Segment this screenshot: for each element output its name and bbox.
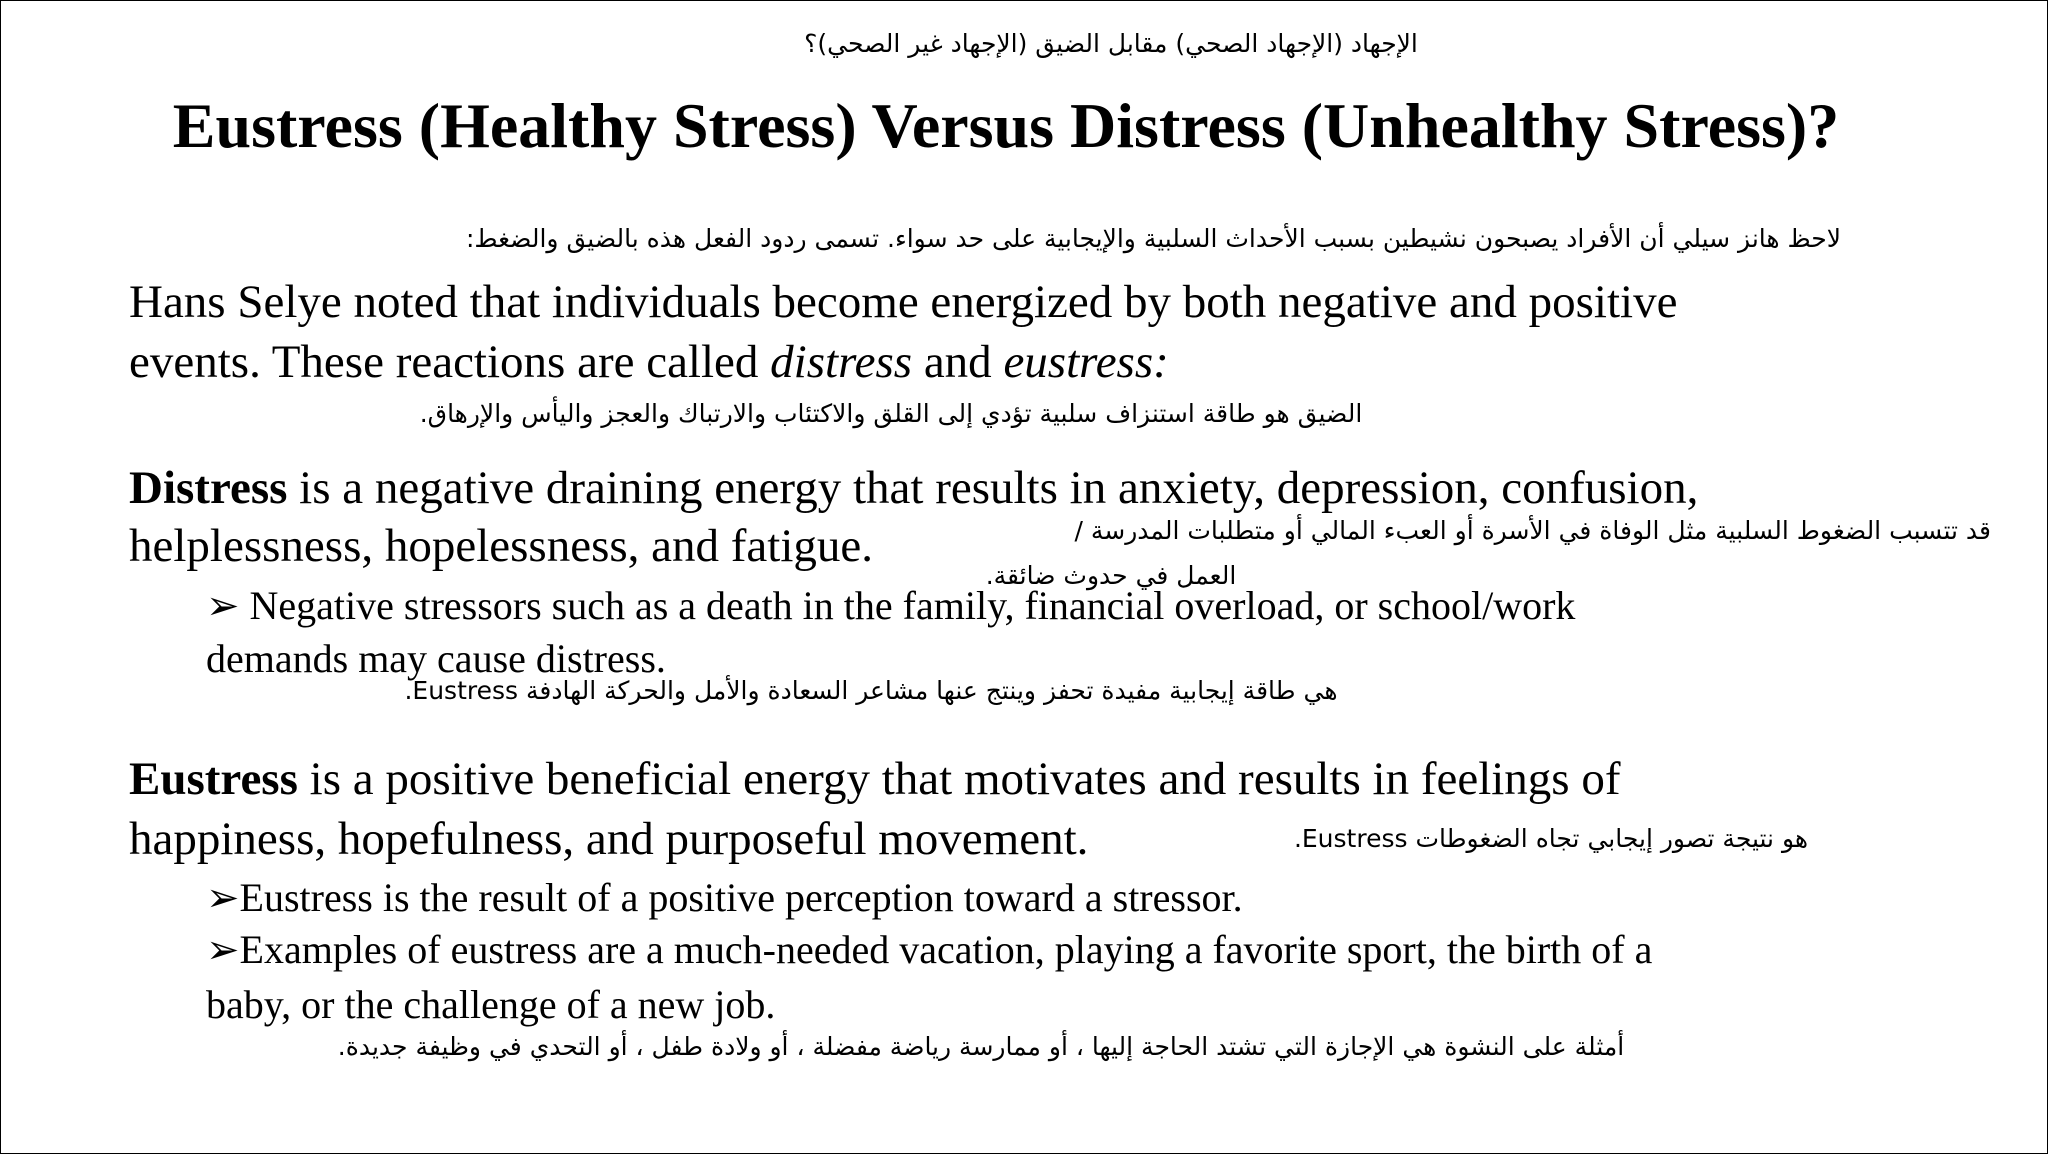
eustress-arabic: هي طاقة إيجابية مفيدة تحفز وينتج عنها مشاعر السعادة والأمل والحركة الهادفة Eustress.: [404, 676, 1338, 705]
distress-line-2: helplessness, hopelessness, and fatigue.: [129, 520, 874, 572]
eustress-bullet-2-text: Examples of eustress are a much-needed vacation, playing a favorite sport, the birth of a: [239, 927, 1653, 972]
eustress-line-1: [129, 753, 1621, 805]
eustress-term: Eustress: [129, 753, 298, 805]
intro-line-2-mid: and: [912, 336, 1004, 388]
distress-bullet-line-1: [206, 583, 1576, 628]
distress-arabic: الضيق هو طاقة استنزاف سلبية تؤدي إلى القلق والاكتئاب والارتباك والعجز واليأس والإرهاق.: [419, 399, 1363, 428]
term-eustress: eustress:: [1003, 336, 1169, 388]
examples-arabic: أمثلة على النشوة هي الإجازة التي تشتد الحاجة إليها ، أو ممارسة رياضة مفضلة ، أو ولادة طفل ، أو التحدي في وظيفة جديدة.: [337, 1032, 1625, 1061]
eustress-line-1-rest: is a positive beneficial energy that motivates and results in feelings of: [297, 753, 1621, 805]
eustress-bullet-2-line-1: [206, 927, 1653, 972]
distress-bullet-line-2: demands may cause distress.: [206, 636, 666, 681]
slide-title: Eustress (Healthy Stress) Versus Distress (Unhealthy Stress)?: [172, 90, 1840, 161]
distress-term: Distress: [129, 462, 288, 514]
eustress-bullet-2-line-2: baby, or the challenge of a new job.: [206, 982, 776, 1027]
intro-line-2-start: events. These reactions are called: [129, 336, 771, 388]
bullet-arrow-icon: ➢: [206, 875, 240, 920]
stressors-arabic-line-1: قد تتسبب الضغوط السلبية مثل الوفاة في الأسرة أو العبء المالي أو متطلبات المدرسة /: [1074, 516, 1991, 545]
distress-line-1-rest: is a negative draining energy that results in anxiety, depression, confusion,: [287, 462, 1699, 514]
eustress-bullet-1: [206, 875, 1243, 920]
stressors-arabic-line-2: العمل في حدوث ضائقة.: [985, 561, 1237, 590]
bullet-arrow-icon: ➢: [206, 927, 240, 972]
eustress-bullet-1-text: Eustress is the result of a positive perception toward a stressor.: [239, 875, 1243, 920]
title-arabic: الإجهاد (الإجهاد الصحي) مقابل الضيق (الإجهاد غير الصحي)؟: [804, 29, 1418, 58]
intro-line-1: Hans Selye noted that individuals become energized by both negative and positive: [129, 276, 1678, 328]
intro-line-2: [129, 336, 1169, 388]
eustress-line-2: happiness, hopefulness, and purposeful movement.: [129, 813, 1089, 865]
term-distress: distress: [770, 336, 913, 388]
intro-arabic: لاحظ هانز سيلي أن الأفراد يصبحون نشيطين بسبب الأحداث السلبية والإيجابية على حد سواء. تسمى ردود الفعل هذه بالضيق والضغط:: [465, 224, 1841, 253]
distress-bullet-text: Negative stressors such as a death in the family, financial overload, or school/work: [239, 583, 1576, 628]
perception-arabic: هو نتيجة تصور إيجابي تجاه الضغوطات Eustress.: [1293, 824, 1809, 853]
bullet-arrow-icon: ➢: [206, 583, 240, 628]
distress-line-1: [129, 462, 1699, 514]
